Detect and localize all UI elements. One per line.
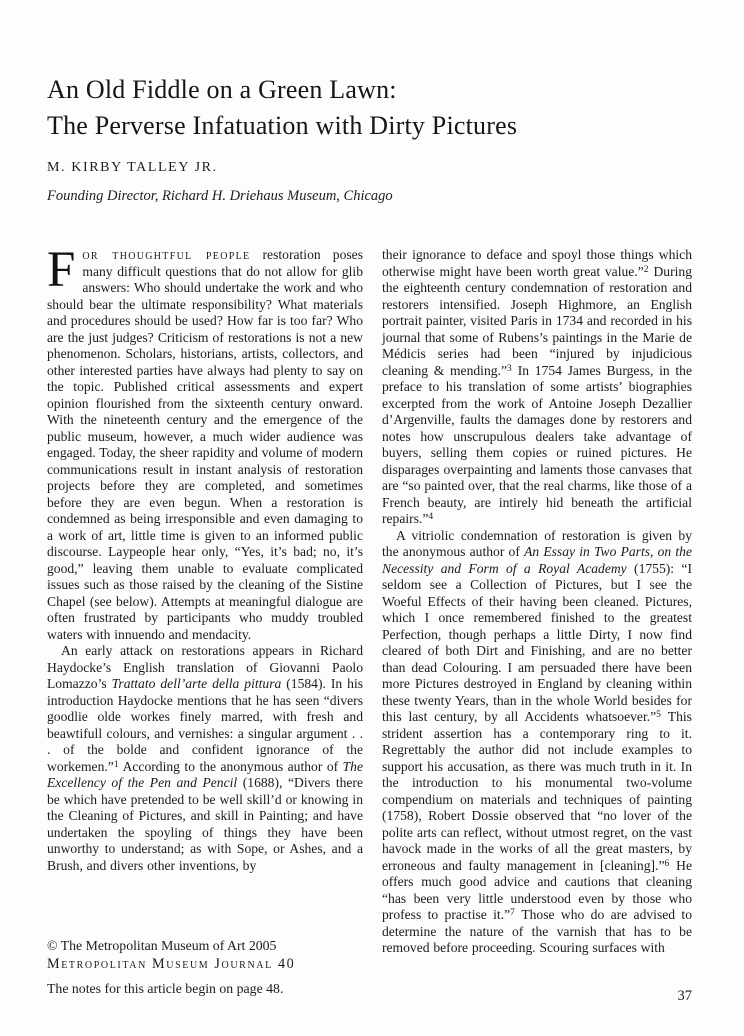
notes-reference-line: The notes for this article begin on page 48.	[47, 981, 284, 996]
text-run: He offers much good advice and cautions that cleaning “has been very little understood even by those who profess to practise it.”	[382, 857, 692, 922]
journal-line: Metropolitan Museum Journal 40	[47, 956, 296, 972]
footnote-marker: 2	[643, 264, 649, 275]
footnote-marker: 1	[113, 759, 119, 770]
author-affiliation: Founding Director, Richard H. Driehaus Museum, Chicago	[47, 188, 393, 204]
author-name: M. KIRBY TALLEY JR.	[47, 160, 218, 175]
text-run: This strident assertion has a contemporary ring to it. Regrettably the author did not include examples to support his accusation, as there was much truth in it. In the introduction to his monumental two-volume compendium on materials and techniques of painting (1758), Robert Dossie observed that “no lover of the polite arts can reflect, without utmost regret, on the vast havock made in the works of all the great masters, by erroneous and faulty management in [cleaning].”	[382, 709, 692, 873]
copyright-line: © The Metropolitan Museum of Art 2005	[47, 938, 277, 953]
article-title-line1: An Old Fiddle on a Green Lawn:	[47, 75, 397, 104]
text-run: An Essay in Two Parts, on the Necessity and Form of a Royal Academy	[382, 544, 693, 576]
paragraph	[47, 242, 363, 643]
text-run: (1688), “Divers there be which have pretended to be well skill’d or knowing in the Cleaning of Pictures, and skill in Painting; and have undertaken the spoyling of things they have been unworthy to understand; as with Sope, or Ashes, and a Brush, and divers other inventions, by	[47, 775, 363, 873]
footnote-marker: 5	[656, 710, 662, 720]
article-title	[47, 72, 667, 144]
text-run: (1584). In his introduction Haydocke mentions that he has seen “divers goodlie olde workes finely marred, with fresh and beawtifull colours, and vernishes: a singular argument . . . of the bolde and confident ignorance of the workemen.”	[47, 676, 364, 774]
footer-block	[47, 937, 363, 997]
text-run: An early attack on restorations appears in Richard Haydocke’s English translation of Giovanni Paolo Lomazzo’s	[47, 643, 363, 691]
text-run: A vitriolic condemnation of restoration is given by the anonymous author of	[382, 527, 692, 559]
text-run: According to the anonymous author of	[118, 758, 343, 774]
paragraph	[47, 643, 363, 874]
dropcap-letter: F	[47, 242, 76, 298]
text-run: The Excellency of the Pen and Pencil	[47, 758, 363, 790]
footnote-marker: 7	[510, 908, 516, 918]
text-run: restoration poses many difficult questions that do not allow for glib answers: Who should undertake the work and who should bear the ultimate responsibility? What materials and procedures should be used? How far is too far? Who are the just judges? Criticism of restorations is not a new phenomenon. Scholars, historians, artists, collectors, and other interested parties have always had plenty to say on the topic. Published critical assessments and expert opinion flourished from the sixteenth century onward. With the nineteenth century and the emergence of the public museum, however, a much wider audience was engaged. Today, the sheer rapidity and volume of modern communications result in instant analysis of restoration projects before they are completed, and sometimes before they are even begun. When a restoration is condemned as being irresponsible and even damaging to a work of art, little time is given to an informed public discourse. Laypeople hear only, “Yes, it’s bad; no, it’s good,” leaving them unable to evaluate complicated issues such as those raised by the cleaning of the Sistine Chapel (see below). Attempts at meaningful dialogue are often frustrated by participants who muddy troubled waters with innuendo and mendacity.	[47, 247, 363, 642]
paragraph	[382, 247, 692, 528]
text-run: In 1754 James Burgess, in the preface to his translation of some artists’ biographies excerpted from the work of Antoine Joseph Dezallier d’Argenville, faults the damages done by restorers and notes how unscrupulous dealers take advantage of buyers, selling them copies or ruined pictures. He disparages overpainting and laments those canvases that are “so painted over, that the real charms, like those of a French beauty, are intirely hid beneath the artificial repairs.”	[382, 362, 692, 526]
footnote-marker: 4	[428, 512, 434, 522]
paragraph	[382, 528, 692, 957]
text-run: (1755): “I seldom see a Collection of Pictures, but I see the Woeful Effects of their having been cleaned. Pictures, which I once remembered finished to the greatest Perfection, though perhaps a little Dirty, I now find cleared of both Dirt and Finishing, and are no better than dead Colouring. I am persuaded there have been more Pictures destroyed in England by cleaning within these twenty Years, than in the whole World besides for this last century, by all Accidents whatsoever.”	[382, 560, 692, 724]
text-run: or thoughtful people	[82, 247, 251, 262]
text-run: During the eighteenth century condemnation of restoration and restorers intensified. Joseph Highmore, an English portrait painter, visited Paris in 1734 and recorded in his journal that some of Rubens’s paintings in the Marie de Médicis series had been “injured by injudicious cleaning & mending.”	[382, 263, 693, 378]
text-run: their ignorance to deface and spoyl those things which otherwise might have been worth great value.”	[382, 247, 692, 279]
footnote-marker: 3	[506, 363, 513, 374]
text-run: Those who do are advised to determine the nature of the varnish that has to be removed before proceeding. Scouring surfaces with	[382, 907, 693, 955]
text-column-left	[47, 242, 364, 957]
text-run: Trattato dell’arte della pittura	[111, 676, 282, 691]
article-title-line2: The Perverse Infatuation with Dirty Pictures	[47, 111, 518, 140]
page-number: 37	[677, 988, 692, 1004]
article-body	[47, 242, 693, 957]
footnote-marker: 6	[664, 858, 670, 869]
text-column-right	[382, 247, 692, 957]
